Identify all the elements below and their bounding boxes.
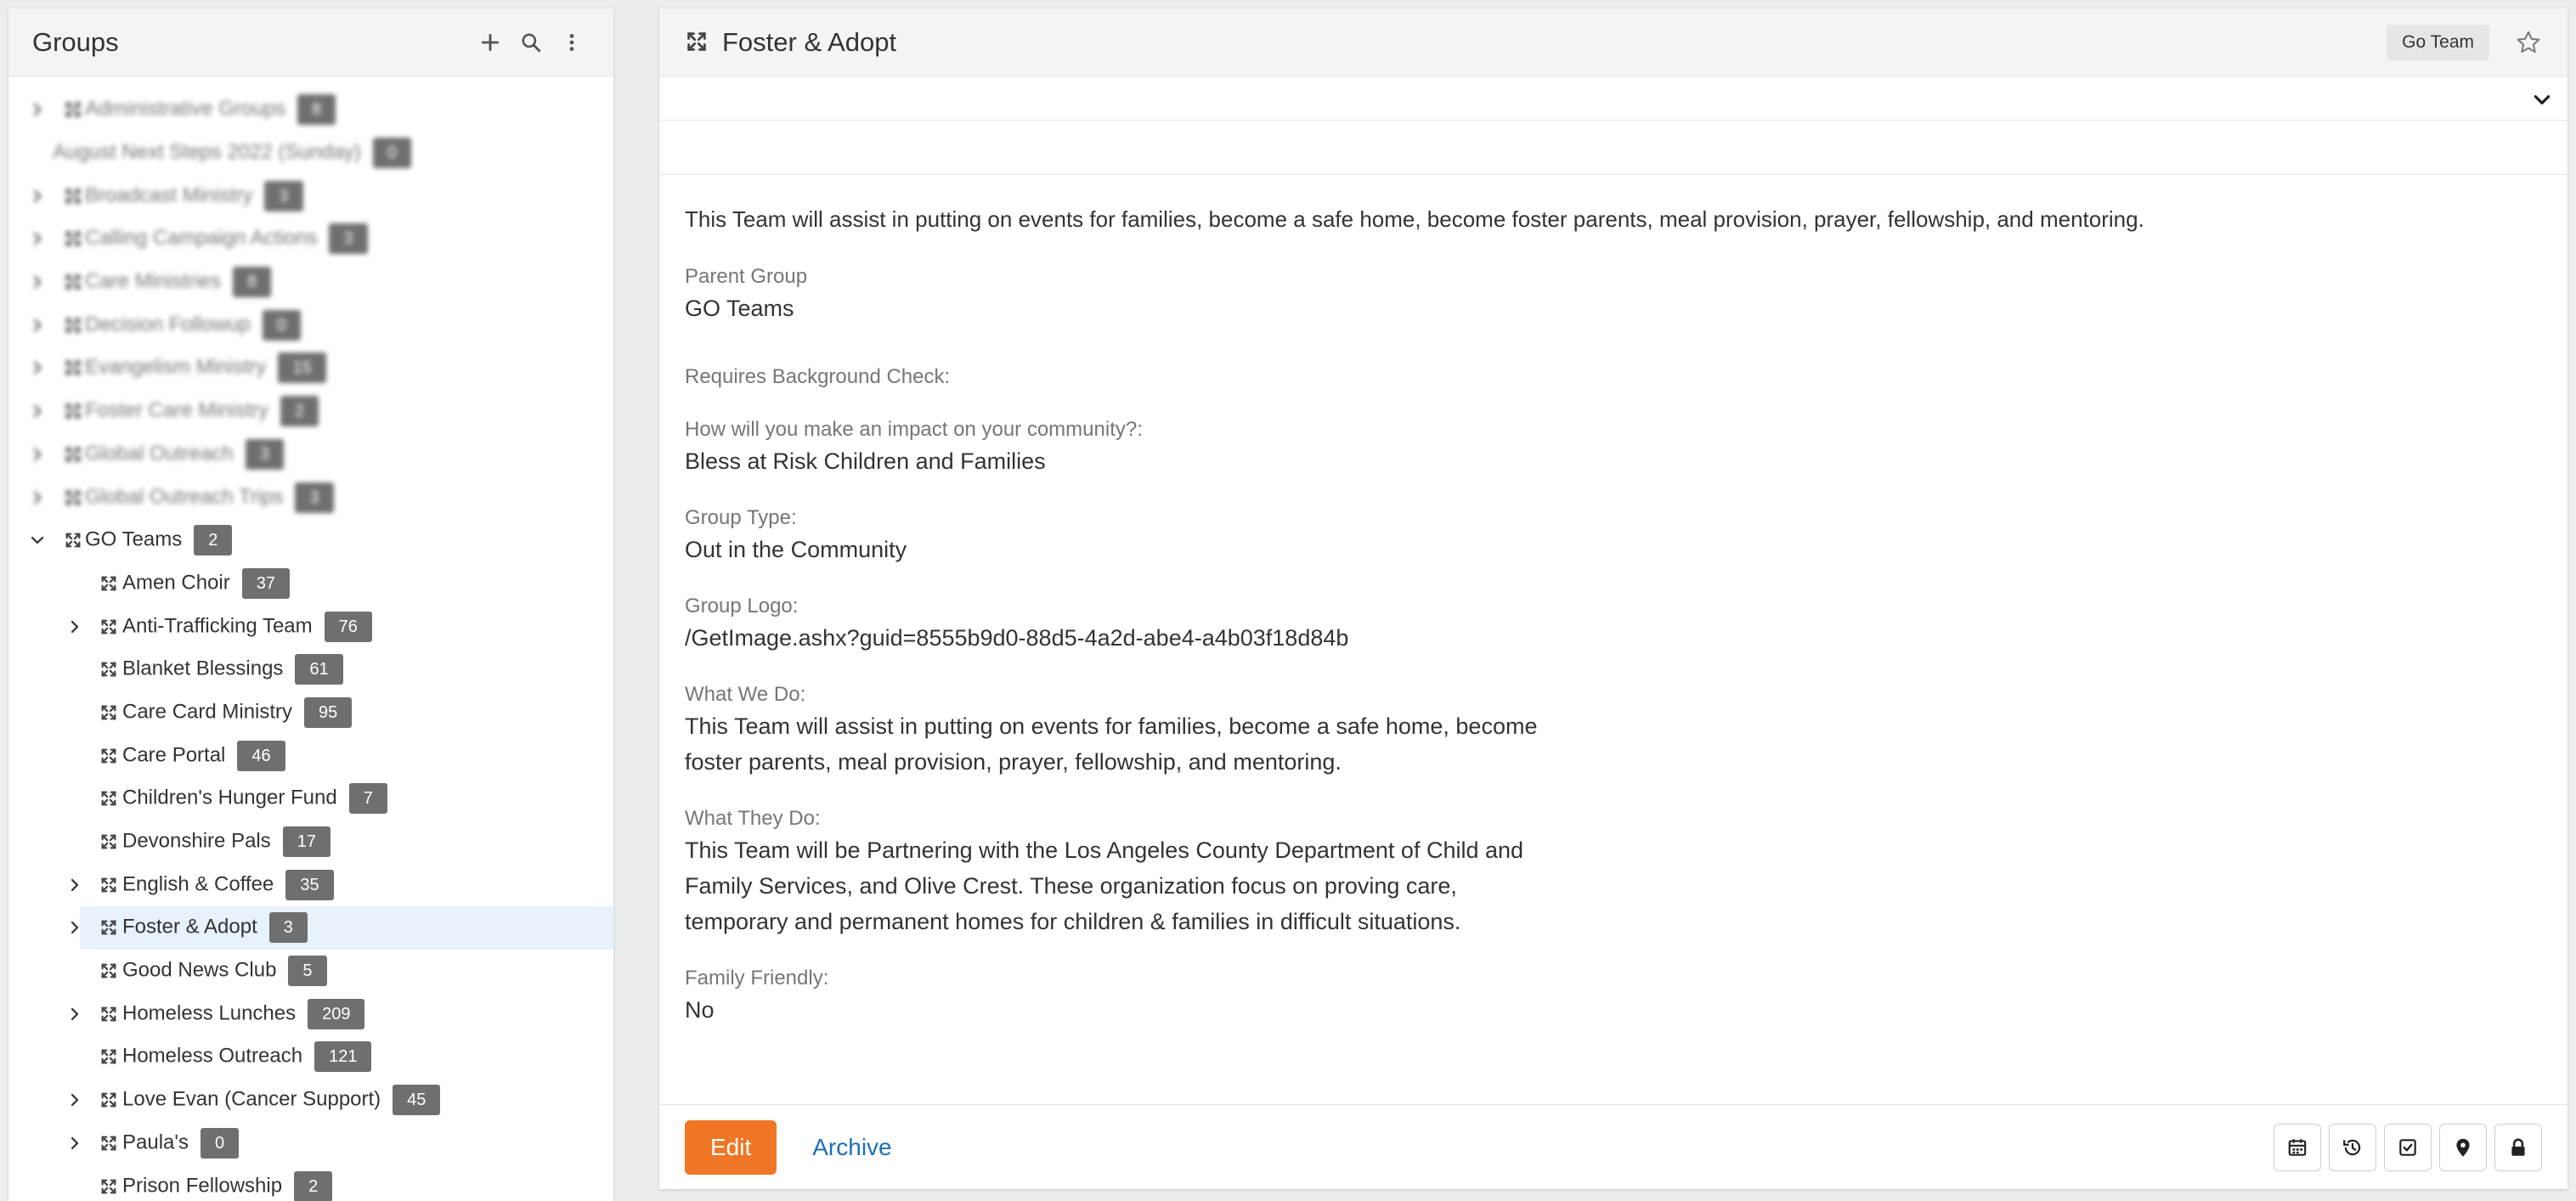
chevron-right-icon[interactable] <box>27 358 48 378</box>
tree-item[interactable] <box>8 691 613 735</box>
add-group-button[interactable] <box>472 25 508 60</box>
tree-item-label <box>122 741 285 771</box>
group-description: This Team will assist in putting on events for families, become a safe home, become foster parents, meal provision, prayer, fellowship, and mentoring. <box>685 206 2144 232</box>
group-tree <box>8 76 613 1201</box>
member-count-badge: 3 <box>269 912 308 943</box>
tree-item-text: Amen Choir <box>122 571 230 595</box>
tree-item-label <box>85 94 336 125</box>
tree-item-text: Administrative Groups <box>85 97 286 121</box>
group-detail-header <box>659 8 2568 76</box>
tree-item[interactable] <box>8 433 613 476</box>
member-count-badge: 15 <box>278 352 325 383</box>
group-icon <box>63 315 83 335</box>
group-icon <box>99 746 119 766</box>
tree-item-text: Global Outreach <box>85 442 234 465</box>
tree-item[interactable] <box>8 1035 613 1079</box>
member-count-badge: 2 <box>194 525 232 555</box>
group-type-value: Out in the Community <box>685 537 907 562</box>
tree-item-text: Homeless Lunches <box>122 1001 297 1025</box>
group-type-badge: Go Team <box>2387 25 2489 60</box>
group-icon <box>99 1090 119 1110</box>
collapse-bar <box>659 76 2568 121</box>
group-icon <box>99 1004 119 1024</box>
tree-item-text: Good News Club <box>122 958 277 982</box>
search-icon <box>520 31 542 54</box>
tree-item-text: Blanket Blessings <box>122 657 284 680</box>
tree-item[interactable] <box>8 347 613 390</box>
impact-label: How will you make an impact on your community?: <box>685 418 1143 441</box>
tree-item-text: Decision Followup <box>85 313 251 336</box>
member-count-badge: 0 <box>201 1128 239 1159</box>
chevron-right-icon[interactable] <box>27 401 48 421</box>
tree-item-text: Prison Fellowship <box>122 1173 283 1197</box>
tree-item-text: Anti-Trafficking Team <box>122 613 313 637</box>
member-count-badge: 0 <box>373 138 411 168</box>
group-icon <box>99 832 119 852</box>
group-icon <box>99 1176 119 1197</box>
group-icon <box>99 917 119 938</box>
groups-panel-header <box>8 8 613 76</box>
map-button[interactable] <box>2439 1124 2487 1171</box>
group-logo-label: Group Logo: <box>685 595 799 617</box>
tree-item[interactable] <box>8 476 613 519</box>
family-friendly-field <box>685 965 2542 1028</box>
tree-item-text: Care Card Ministry <box>122 700 293 724</box>
group-icon <box>63 488 83 508</box>
chevron-down-icon[interactable] <box>27 530 48 550</box>
group-icon <box>63 444 83 465</box>
member-count-badge: 95 <box>304 697 352 728</box>
tree-item-text: Broadcast Ministry <box>85 183 253 207</box>
tree-item[interactable] <box>8 217 613 261</box>
chevron-right-icon[interactable] <box>27 186 48 206</box>
group-logo-field <box>685 593 2542 656</box>
lock-icon <box>2507 1136 2529 1159</box>
tree-item-label <box>85 439 284 470</box>
chevron-down-icon <box>2531 88 2553 110</box>
tree-item-text: August Next Steps 2022 (Sunday) <box>53 140 361 164</box>
group-icon <box>99 788 119 809</box>
parent-group-value: GO Teams <box>685 296 794 321</box>
tree-item-label <box>85 396 319 426</box>
favorite-button[interactable] <box>2513 27 2544 58</box>
security-button[interactable] <box>2494 1124 2542 1171</box>
group-logo-value: /GetImage.ashx?guid=8555b9d0-88d5-4a2d-abe4-a4b03f18d84b <box>685 625 1349 651</box>
member-count-badge: 3 <box>264 181 302 211</box>
calendar-button[interactable] <box>2274 1124 2321 1171</box>
tree-item[interactable] <box>8 992 613 1035</box>
tree-item-text: Evangelism Ministry <box>85 355 267 379</box>
chevron-right-icon[interactable] <box>27 228 48 249</box>
kebab-menu-icon <box>561 31 583 54</box>
calendar-icon <box>2286 1136 2308 1159</box>
group-icon <box>63 228 83 249</box>
tree-item-label <box>122 912 308 943</box>
map-pin-icon <box>2452 1136 2474 1159</box>
what-we-do-value: This Team will assist in putting on events for families, become a safe home, become foster parents, meal provision, prayer, fellowship, and mentoring. <box>685 713 1538 775</box>
tree-item[interactable] <box>8 734 613 777</box>
member-count-badge: 45 <box>393 1085 440 1115</box>
member-count-badge: 37 <box>242 568 290 599</box>
tree-item-label <box>122 783 387 814</box>
tree-item[interactable] <box>8 132 613 175</box>
member-count-badge: 2 <box>294 1171 332 1201</box>
group-icon <box>63 272 83 292</box>
tree-item[interactable] <box>80 906 613 950</box>
tree-item[interactable] <box>8 88 613 132</box>
member-count-badge: 35 <box>285 870 333 900</box>
group-icon <box>63 358 83 378</box>
tree-item-text: Foster Care Ministry <box>85 398 269 422</box>
tree-item[interactable] <box>8 1122 613 1165</box>
edit-button[interactable]: Edit <box>685 1120 777 1175</box>
chevron-right-icon[interactable] <box>65 1004 85 1024</box>
tree-item[interactable] <box>8 562 613 606</box>
groups-panel-title: Groups <box>32 26 119 57</box>
tree-item-label <box>122 654 343 685</box>
parent-group-label: Parent Group <box>685 265 808 288</box>
search-groups-button[interactable] <box>513 25 549 60</box>
tree-item-text: English & Coffee <box>122 872 274 896</box>
group-icon <box>99 702 119 723</box>
tree-item[interactable] <box>8 1079 613 1122</box>
chevron-right-icon[interactable] <box>27 315 48 335</box>
family-friendly-value: No <box>685 997 715 1023</box>
tree-item[interactable] <box>8 950 613 993</box>
what-they-do-label: What They Do: <box>685 807 821 830</box>
group-icon <box>99 573 119 594</box>
tree-item-label <box>122 999 364 1029</box>
group-icon <box>99 1046 119 1067</box>
expand-details-button[interactable] <box>2530 87 2554 111</box>
tree-item-label <box>85 223 368 254</box>
member-count-badge: 76 <box>325 612 372 642</box>
group-type-icon <box>685 30 710 55</box>
tree-item-label <box>122 612 372 642</box>
tree-item-label <box>85 267 271 297</box>
chevron-right-icon[interactable] <box>65 875 85 895</box>
group-icon <box>99 617 119 637</box>
group-icon <box>63 401 83 421</box>
tree-item[interactable] <box>8 863 613 906</box>
group-type-field <box>685 505 2542 567</box>
group-icon <box>99 875 119 895</box>
tree-item[interactable] <box>8 777 613 820</box>
tree-item-label <box>122 826 330 857</box>
tree-item-label <box>122 1041 371 1072</box>
history-button[interactable] <box>2329 1124 2376 1171</box>
group-icon <box>99 659 119 679</box>
tree-item-text: Devonshire Pals <box>122 829 271 853</box>
what-they-do-field <box>685 805 2542 939</box>
member-count-badge: 61 <box>295 654 342 685</box>
member-count-badge: 3 <box>295 482 333 513</box>
member-count-badge: 8 <box>297 94 336 125</box>
tree-item-text: GO Teams <box>85 527 183 551</box>
tree-item[interactable] <box>8 1164 613 1201</box>
chevron-right-icon[interactable] <box>65 1090 85 1110</box>
plus-icon <box>479 31 501 54</box>
tree-item-label <box>85 352 326 383</box>
tree-item-label <box>122 1128 239 1159</box>
chevron-right-icon[interactable] <box>65 617 85 637</box>
tree-item-text: Paula's <box>122 1131 189 1154</box>
member-count-badge: 2 <box>280 396 319 426</box>
tree-item-text: Love Evan (Cancer Support) <box>122 1087 381 1111</box>
tree-item-text: Foster & Adopt <box>122 915 257 939</box>
star-icon <box>2515 29 2542 56</box>
tree-item-label <box>85 310 301 341</box>
member-count-badge: 8 <box>233 267 271 297</box>
background-check-label: Requires Background Check: <box>685 365 951 388</box>
what-they-do-value: This Team will be Partnering with the Los Angeles County Department of Child and Family Services, and Olive Crest. These organization focus on proving care, temporary and permanent homes for children & families in difficult situations. <box>685 837 1524 934</box>
tree-item[interactable] <box>8 303 613 347</box>
tree-item[interactable] <box>8 820 613 864</box>
family-friendly-label: Family Friendly: <box>685 967 829 990</box>
tree-item-label <box>122 1085 440 1115</box>
what-we-do-field <box>685 681 2542 780</box>
chevron-right-icon[interactable] <box>27 488 48 508</box>
group-icon <box>99 961 119 981</box>
tree-item-text: Care Portal <box>122 743 226 766</box>
history-icon <box>2342 1136 2364 1159</box>
chevron-right-icon[interactable] <box>65 917 85 938</box>
tree-item[interactable] <box>8 174 613 217</box>
footer-actions <box>2266 1124 2542 1171</box>
member-count-badge: 0 <box>263 310 301 341</box>
member-count-badge: 209 <box>308 999 364 1029</box>
member-count-badge: 5 <box>288 956 326 986</box>
detail-spacer <box>659 121 2568 175</box>
group-detail-body <box>659 175 2568 1028</box>
tree-item-label <box>85 181 303 211</box>
member-count-badge: 121 <box>314 1041 371 1072</box>
chevron-right-icon[interactable] <box>65 1133 85 1153</box>
group-icon <box>63 186 83 206</box>
impact-field <box>685 416 2542 479</box>
tree-item-text: Homeless Outreach <box>122 1044 303 1068</box>
tree-item-text: Care Ministries <box>85 269 222 293</box>
group-detail-panel <box>659 8 2568 1189</box>
tree-item-text: Global Outreach Trips <box>85 484 284 508</box>
tree-item-label <box>122 1171 332 1201</box>
tree-item[interactable] <box>8 390 613 433</box>
group-icon <box>63 530 83 550</box>
tree-item-label <box>122 956 327 986</box>
tree-item-label <box>85 482 334 513</box>
group-icon <box>99 1133 119 1153</box>
tree-item[interactable] <box>8 605 613 648</box>
groups-panel <box>8 8 613 1201</box>
tree-item-label <box>122 697 352 728</box>
more-options-button[interactable] <box>554 25 590 60</box>
tree-item-label <box>85 525 232 555</box>
chevron-right-icon[interactable] <box>27 444 48 465</box>
group-title: Foster & Adopt <box>722 27 897 57</box>
member-count-badge: 17 <box>283 826 330 857</box>
tree-item-text: Children's Hunger Fund <box>122 786 337 809</box>
archive-link[interactable]: Archive <box>812 1133 892 1160</box>
chevron-right-icon[interactable] <box>27 272 48 292</box>
member-count-badge: 3 <box>329 223 367 254</box>
checkbox-icon <box>2397 1136 2419 1159</box>
chevron-right-icon[interactable] <box>27 99 48 120</box>
parent-group-field <box>685 263 2542 326</box>
member-count-badge: 46 <box>237 741 285 771</box>
detail-footer <box>659 1104 2568 1189</box>
tree-item-label <box>122 568 290 599</box>
tree-item-label <box>53 138 411 168</box>
impact-value: Bless at Risk Children and Families <box>685 448 1046 474</box>
attendance-button[interactable] <box>2384 1124 2432 1171</box>
member-count-badge: 7 <box>349 783 387 814</box>
tree-item[interactable] <box>8 519 613 562</box>
tree-item-label <box>122 870 334 900</box>
group-icon <box>63 99 83 120</box>
what-we-do-label: What We Do: <box>685 683 806 706</box>
tree-item-text: Calling Campaign Actions <box>85 226 318 250</box>
tree-item[interactable] <box>8 648 613 691</box>
background-check-field <box>685 364 2542 391</box>
tree-item[interactable] <box>8 261 613 304</box>
member-count-badge: 3 <box>246 439 284 470</box>
group-type-label: Group Type: <box>685 506 797 529</box>
